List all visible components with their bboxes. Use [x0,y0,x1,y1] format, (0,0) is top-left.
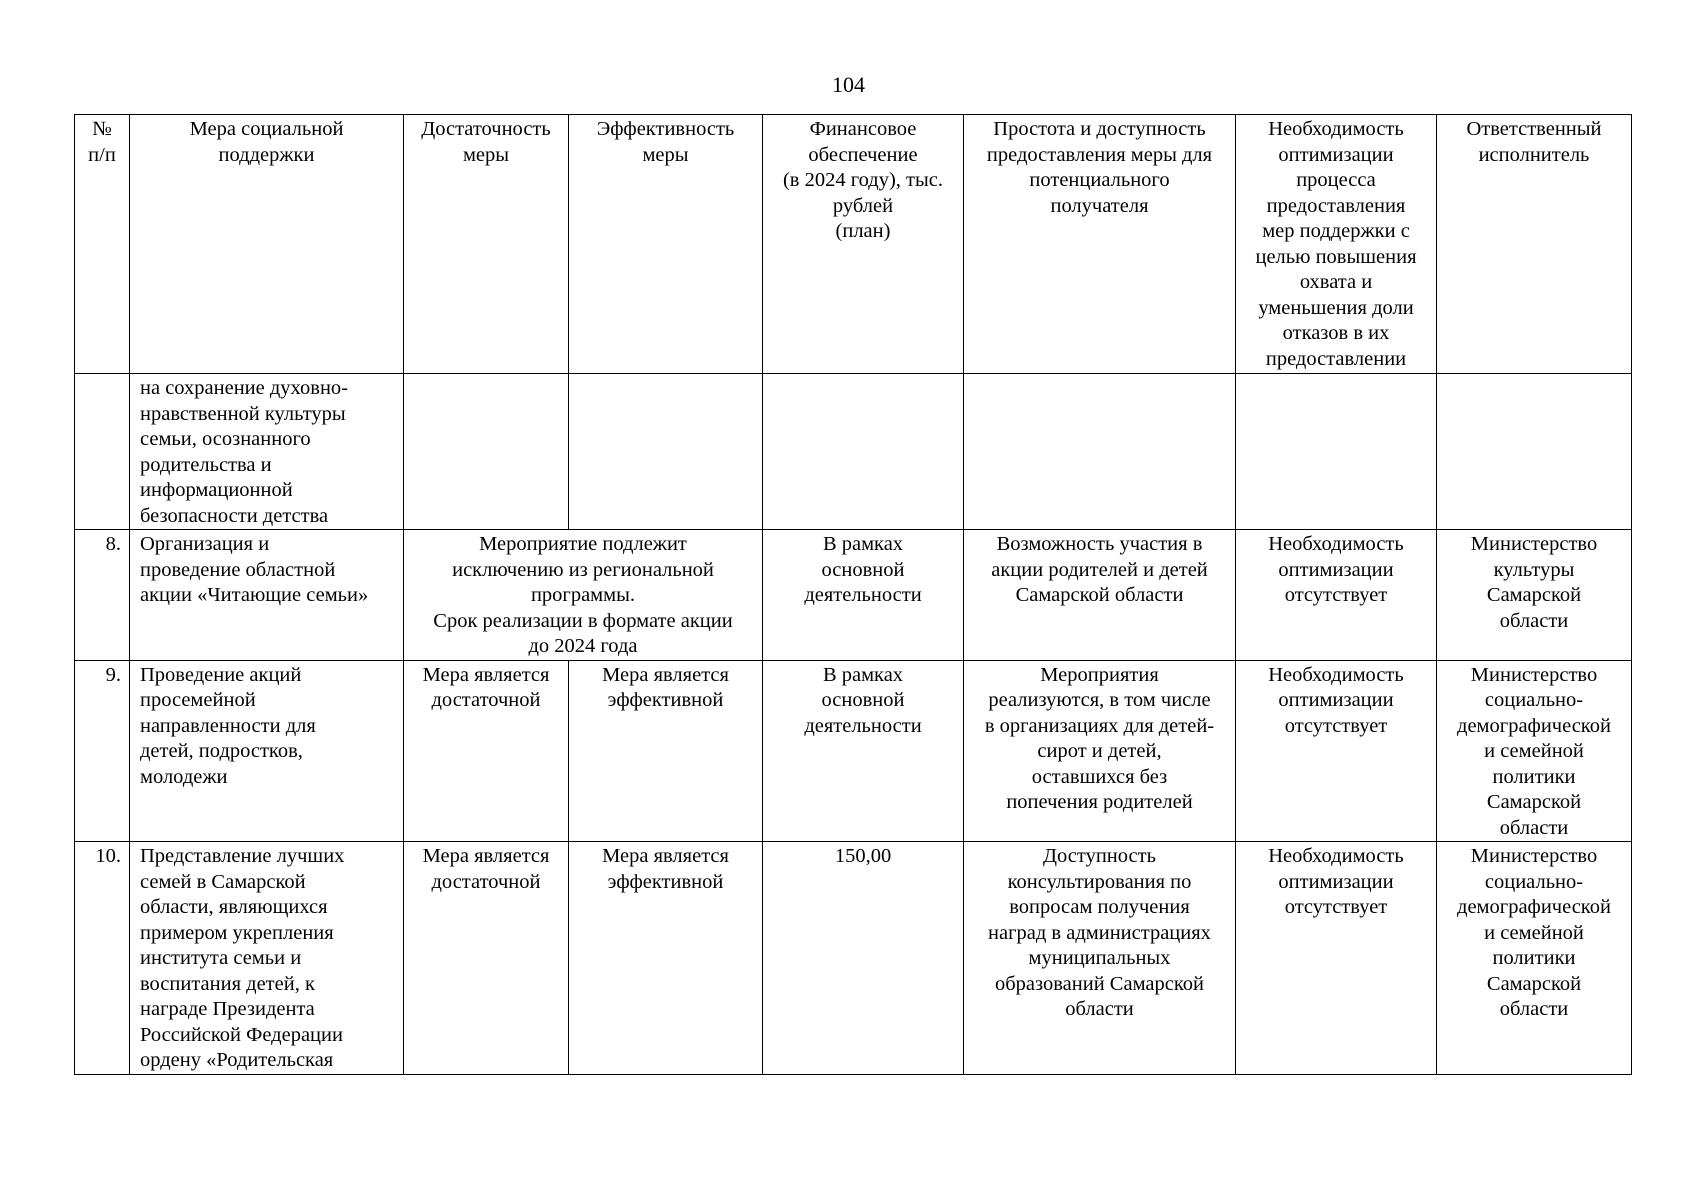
table-row [75,842,1632,1075]
cell-effectiveness [569,374,763,530]
table-row [75,374,1632,530]
cell-financing: В рамках основной деятельности [763,530,964,661]
header-num: № п/п [75,115,130,374]
social-support-table [74,114,1632,1075]
cell-effectiveness: Мера является эффективной [569,660,763,842]
cell-num: 8. [75,530,130,661]
cell-num: 10. [75,842,130,1075]
cell-sufficiency: Мера является достаточной [404,842,569,1075]
cell-measure: Организация и проведение областной акции «Читающие семьи» [130,530,404,661]
cell-measure: Представление лучших семей в Самарской области, являющихся примером укрепления института семьи и воспитания детей, к награде Президента Российской Федерации ордену «Родительская [130,842,404,1075]
cell-optimization: Необходимость оптимизации отсутствует [1236,530,1437,661]
cell-executor: Министерство социально- демографической и семейной политики Самарской области [1437,660,1632,842]
page-number: 104 [832,72,865,97]
cell-accessibility: Мероприятия реализуются, в том числе в организациях для детей- сирот и детей, оставшихся без попечения родителей [964,660,1236,842]
cell-executor: Министерство культуры Самарской области [1437,530,1632,661]
cell-executor [1437,374,1632,530]
header-financing: Финансовое обеспечение (в 2024 году), тыс. рублей (план) [763,115,964,374]
header-measure: Мера социальной поддержки [130,115,404,374]
cell-financing [763,374,964,530]
cell-sufficiency: Мера является достаточной [404,660,569,842]
cell-optimization [1236,374,1437,530]
cell-financing: В рамках основной деятельности [763,660,964,842]
cell-executor: Министерство социально- демографической и семейной политики Самарской области [1437,842,1632,1075]
header-sufficiency: Достаточность меры [404,115,569,374]
header-accessibility: Простота и доступность предоставления меры для потенциального получателя [964,115,1236,374]
cell-num [75,374,130,530]
cell-sufficiency [404,374,569,530]
cell-financing: 150,00 [763,842,964,1075]
header-executor: Ответственный исполнитель [1437,115,1632,374]
cell-measure: на сохранение духовно- нравственной культуры семьи, осознанного родительства и информационной безопасности детства [130,374,404,530]
cell-measure: Проведение акций просемейной направленности для детей, подростков, молодежи [130,660,404,842]
cell-merged-status: Мероприятие подлежит исключению из региональной программы. Срок реализации в формате акции до 2024 года [404,530,763,661]
cell-num: 9. [75,660,130,842]
cell-optimization: Необходимость оптимизации отсутствует [1236,842,1437,1075]
cell-accessibility: Доступность консультирования по вопросам получения наград в администрациях муниципальных образований Самарской области [964,842,1236,1075]
table-header-row [75,115,1632,374]
table-row [75,660,1632,842]
table-row [75,530,1632,661]
cell-accessibility: Возможность участия в акции родителей и детей Самарской области [964,530,1236,661]
header-effectiveness: Эффективность меры [569,115,763,374]
cell-accessibility [964,374,1236,530]
header-optimization: Необходимость оптимизации процесса предоставления мер поддержки с целью повышения охвата и уменьшения доли отказов в их предоставлении [1236,115,1437,374]
cell-effectiveness: Мера является эффективной [569,842,763,1075]
cell-optimization: Необходимость оптимизации отсутствует [1236,660,1437,842]
